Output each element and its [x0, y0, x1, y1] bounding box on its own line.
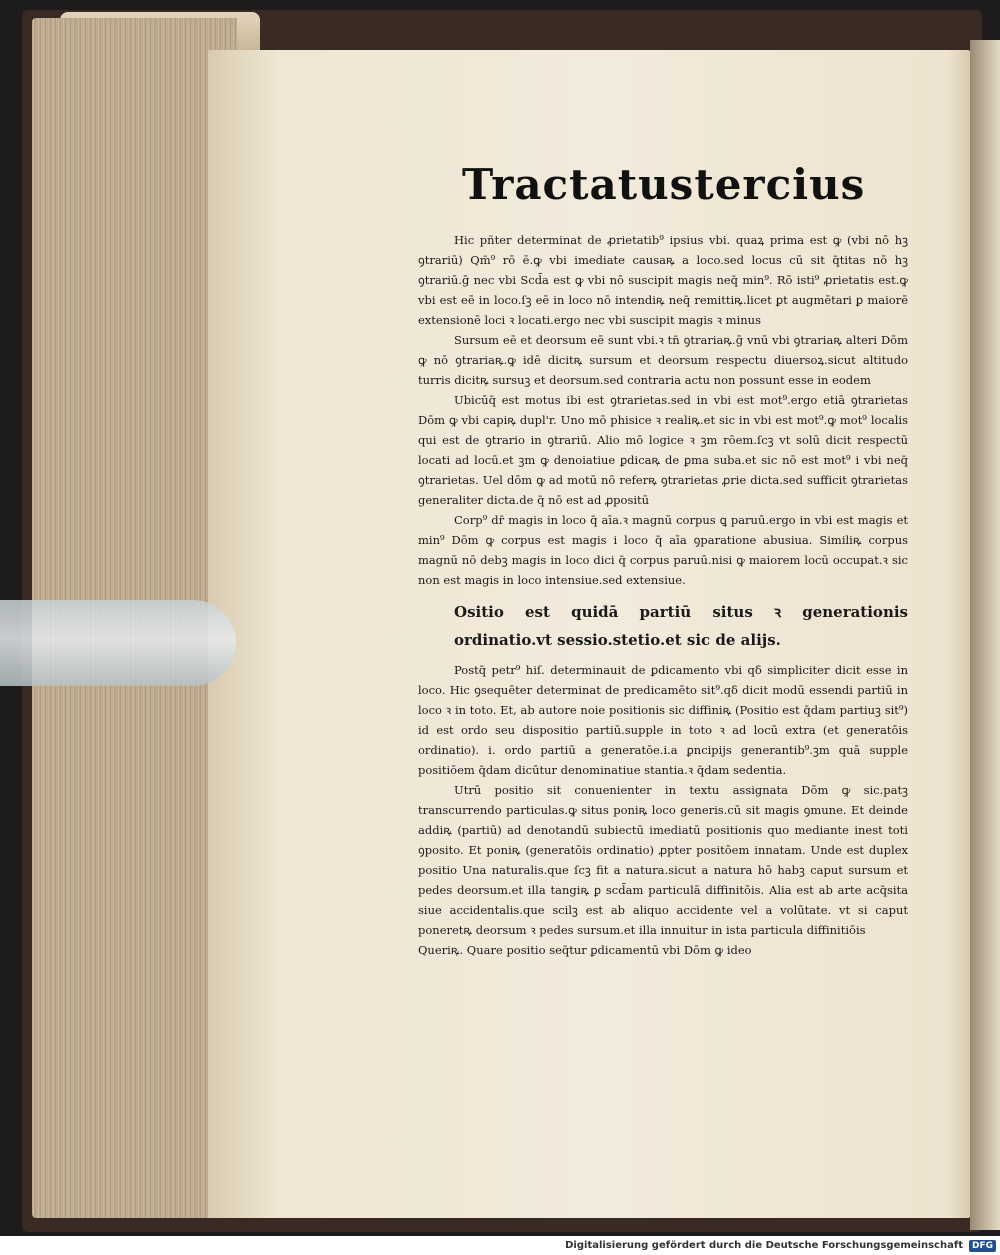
text-paragraph: Corp⁹ dr̄ magis in loco q̄ aīa.ꝛ magnū corpus ꝗ paruū.ergo in vbi est magis et min⁹ Dōm ꝙ corpus est magis i loco q̄ aīa ꝯparatione abusiua. Similiꝶ corpus magnū nō debꝫ magis in loco dici q̄ corpus paruū.nisi ꝙ maiorem locū occupat.ꝛ sic non est magis in loco intensiue.sed extensiue.: [418, 513, 908, 587]
title-word-1: Tractatus: [462, 160, 695, 209]
text-paragraph: Sursum eē et deorsum eē sunt vbi.ꝛ tn̄ ꝯtrariaꝶ.ḡ vnū vbi ꝯtrariaꝶ alteri Dōm ꝙ nō ꝯtrariaꝶ.ꝙ idē dicitꝶ sursum et deorsum respectu diuersoꝝ.sicut altitudo turris dicitꝶ sursuꝫ et deorsum.sed contraria actu non possunt esse in eodem: [418, 333, 908, 387]
next-page-edge: [970, 40, 1000, 1230]
text-paragraph: Ubicūq̄ est motus ibi est ꝯtrarietas.sed in vbi est mot⁹.ergo etiā ꝯtrarietas Dōm ꝙ vbi capiꝶ dupl'r. Uno mō phisice ꝛ realiꝶ.et sic in vbi est mot⁹.ꝙ mot⁹ localis qui est de ꝯtrario in ꝯtrariū. Alio mō logice ꝛ ꝫm rōem.ſcꝫ vt solū dicit respectū locati ad locū.et ꝫm ꝙ denoiatiue ꝑdicaꝶ de ꝑma suba.et sic nō est mot⁹ i vbi neq̄ ꝯtrarietas. Uel dōm ꝙ ad motū nō referꝶ ꝯtrarietas ꝓrie dicta.sed sufficit ꝯtrarietas generaliter dicta.de q̄ nō est ad ꝓpositū: [418, 393, 908, 507]
definition-heading: Ositio est quidā partiū situs ꝛ generationis ordinatio.vt sessio.stetio.et sic de alijs.: [454, 603, 908, 649]
dfg-logo: DFG: [969, 1240, 996, 1252]
bookmark-strip: [0, 600, 236, 686]
commentary-paragraph: Postq̄ petr⁹ hiſ. determinauit de ꝑdicamento vbi qδ simpliciter dicit esse in loco. Hic ꝯsequēter determinat de predicamēto sit⁹.qδ dicit modū essendi partiū in loco ꝛ in toto. Et, ab autore noie positionis sic diffiniꝶ (Positio est q̄dam partiuꝫ sit⁹) id est ordo seu dispositio partiū.supple in toto ꝛ ad locū extra (et generatōis ordinatio). i. ordo partiū a generatōe.i.a ꝑncipijs generantib⁹.ꝫm quā supple positiōem q̄dam dicūtur denominatiue stantia.ꝛ q̄dam sedentia.: [418, 663, 908, 777]
page-title: [462, 160, 866, 220]
commentary-paragraph: Queriꝶ. Quare positio seq̄tur ꝑdicamentū vbi Dōm ꝙ ideo: [418, 943, 752, 957]
funding-credit: Digitalisierung gefördert durch die Deutsche Forschungsgemeinschaft: [565, 1240, 963, 1251]
commentary-paragraph: Utrū positio sit conuenienter in textu assignata Dōm ꝙ sic.patꝫ transcurrendo particulas.ꝙ situs poniꝶ loco generis.cū sit magis ꝯmune. Et deinde addiꝶ (partiū) ad denotandū subiectū imediatū positionis quo mediante inest toti ꝯposito. Et poniꝶ (generatōis ordinatio) ꝓpter positōem innatam. Unde est duplex positio Una naturalis.que ſcꝫ fit a natura.sicut a natura hō habꝫ caput sursum et pedes deorsum.et illa tangiꝶ ꝑ scd̄am particulā diffinitōis. Alia est ab arte acq̄sita siue accidentalis.que scilꝫ est ab aliquo accidente vel a volūtate. vt si caput poneretꝶ deorsum ꝛ pedes sursum.et illa innuitur in ista particula diffinitiōis: [418, 783, 908, 937]
text-paragraph: Hic pñter determinat de ꝓrietatib⁹ ipsius vbi. quaꝝ prima est ꝙ (vbi nō hꝫ ꝯtrariū) Qm̄⁹ rō ē.ꝙ vbi imediate causaꝶ a loco.sed locus cū sit q̄titas nō hꝫ ꝯtrariū.ḡ nec vbi Scd̄a est ꝙ vbi nō suscipit magis neq̄ min⁹. Rō isti⁹ ꝓrietatis est.ꝙ vbi est eē in loco.ſꝫ eē in loco nō intendiꝶ neq̄ remittiꝶ.licet ꝑt augmētari ꝑ maiorē extensionē loci ꝛ locati.ergo nec vbi suscipit magis ꝛ minus: [418, 233, 908, 327]
title-word-2: tercius: [694, 160, 866, 209]
footer-bar: [0, 1236, 1000, 1255]
text-column: [418, 230, 908, 960]
